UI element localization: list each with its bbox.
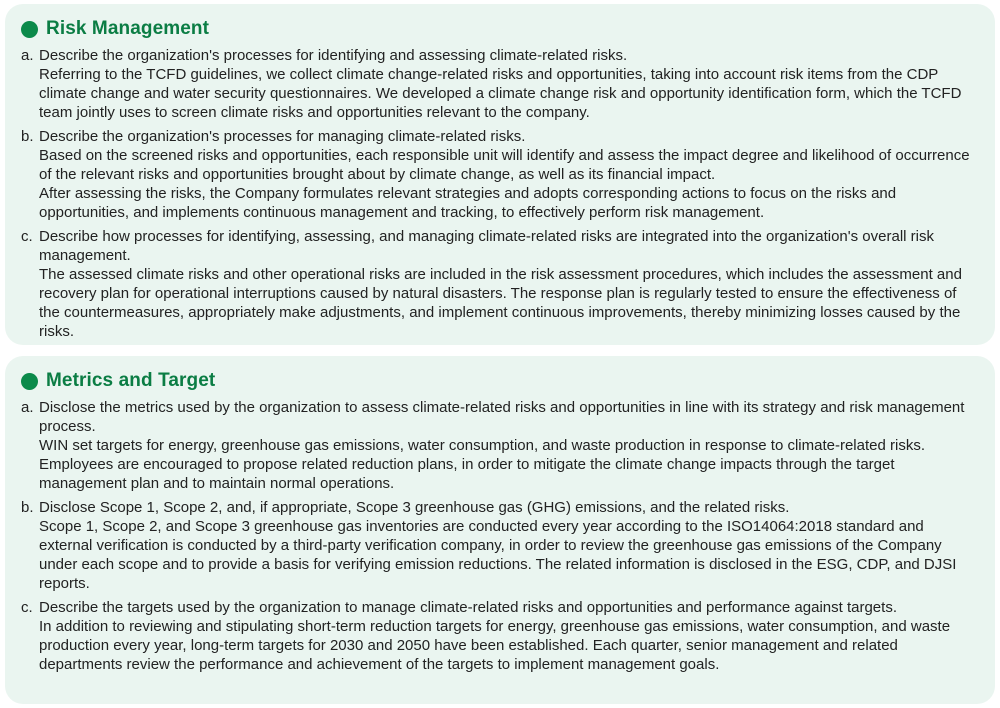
item-answer: In addition to reviewing and stipulating short-term reduction targets for energy, greenhouse gas emissions, water consumption, and waste production every year, long-term targets for 2030 and 2050 have been established. Each quarter, senior management and related departments review the performance and achievement of the targets to implement management goals. (39, 618, 951, 673)
item-letter: c. (21, 228, 33, 245)
risk-management-title: Risk Management (46, 18, 210, 39)
bullet-dot-icon (21, 373, 38, 390)
metrics-and-target-header (21, 370, 981, 392)
item-letter: a. (21, 47, 34, 64)
item-letter: c. (21, 599, 33, 616)
item-answer: Scope 1, Scope 2, and Scope 3 greenhouse gas inventories are conducted every year according to the ISO14064:2018 standard and external verification is conducted by a third-party verification company, in order to review the greenhouse gas emissions of the Company under each scope and to provide a basis for verifying emission reductions. The related information is disclosed in the ESG, CDP, and DJSI reports. (39, 518, 957, 592)
item-question: Describe the organization's processes for managing climate-related risks. (39, 128, 526, 145)
metrics-and-target-card (5, 356, 995, 704)
metrics-and-target-title: Metrics and Target (46, 370, 216, 391)
item-question: Describe how processes for identifying, assessing, and managing climate-related risks are integrated into the organization's overall risk management. (39, 228, 934, 264)
risk-item-c (21, 227, 981, 341)
bullet-dot-icon (21, 21, 38, 38)
risk-management-header (21, 18, 981, 40)
metrics-item-b (21, 498, 981, 593)
item-question: Disclose Scope 1, Scope 2, and, if appropriate, Scope 3 greenhouse gas (GHG) emissions, and the related risks. (39, 499, 790, 516)
item-letter: b. (21, 499, 34, 516)
metrics-item-a (21, 398, 981, 493)
item-answer: Referring to the TCFD guidelines, we collect climate change-related risks and opportunities, taking into account risk items from the CDP climate change and water security questionnaires. We developed a climate change risk and opportunity identification form, which the TCFD team jointly uses to screen climate risks and opportunities relevant to the company. (39, 66, 962, 121)
metrics-item-c (21, 598, 981, 674)
item-question: Describe the organization's processes for identifying and assessing climate-related risks. (39, 47, 628, 64)
item-question: Describe the targets used by the organization to manage climate-related risks and opportunities and performance against targets. (39, 599, 897, 616)
item-answer: Based on the screened risks and opportunities, each responsible unit will identify and assess the impact degree and likelihood of occurrence of the relevant risks and opportunities brought about by climate change, as well as its financial impact. (39, 147, 970, 183)
risk-management-card (5, 4, 995, 345)
item-letter: b. (21, 128, 34, 145)
item-answer: WIN set targets for energy, greenhouse gas emissions, water consumption, and waste production in response to climate-related risks. Employees are encouraged to propose related reduction plans, in order to mitigate the climate change impacts through the target management plan and to maintain normal operations. (39, 437, 925, 492)
item-answer: The assessed climate risks and other operational risks are included in the risk assessment procedures, which includes the assessment and recovery plan for operational interruptions caused by natural disasters. The response plan is regularly tested to ensure the effectiveness of the countermeasures, appropriately make adjustments, and implement continuous improvements, thereby minimizing losses caused by the risks. (39, 266, 962, 340)
risk-item-b (21, 127, 981, 222)
item-question: Disclose the metrics used by the organization to assess climate-related risks and opportunities in line with its strategy and risk management process. (39, 399, 965, 435)
item-letter: a. (21, 399, 34, 416)
item-answer: After assessing the risks, the Company formulates relevant strategies and adopts corresponding actions to focus on the risks and opportunities, and implements continuous management and tracking, to effectively perform risk management. (39, 185, 897, 221)
risk-item-a (21, 46, 981, 122)
